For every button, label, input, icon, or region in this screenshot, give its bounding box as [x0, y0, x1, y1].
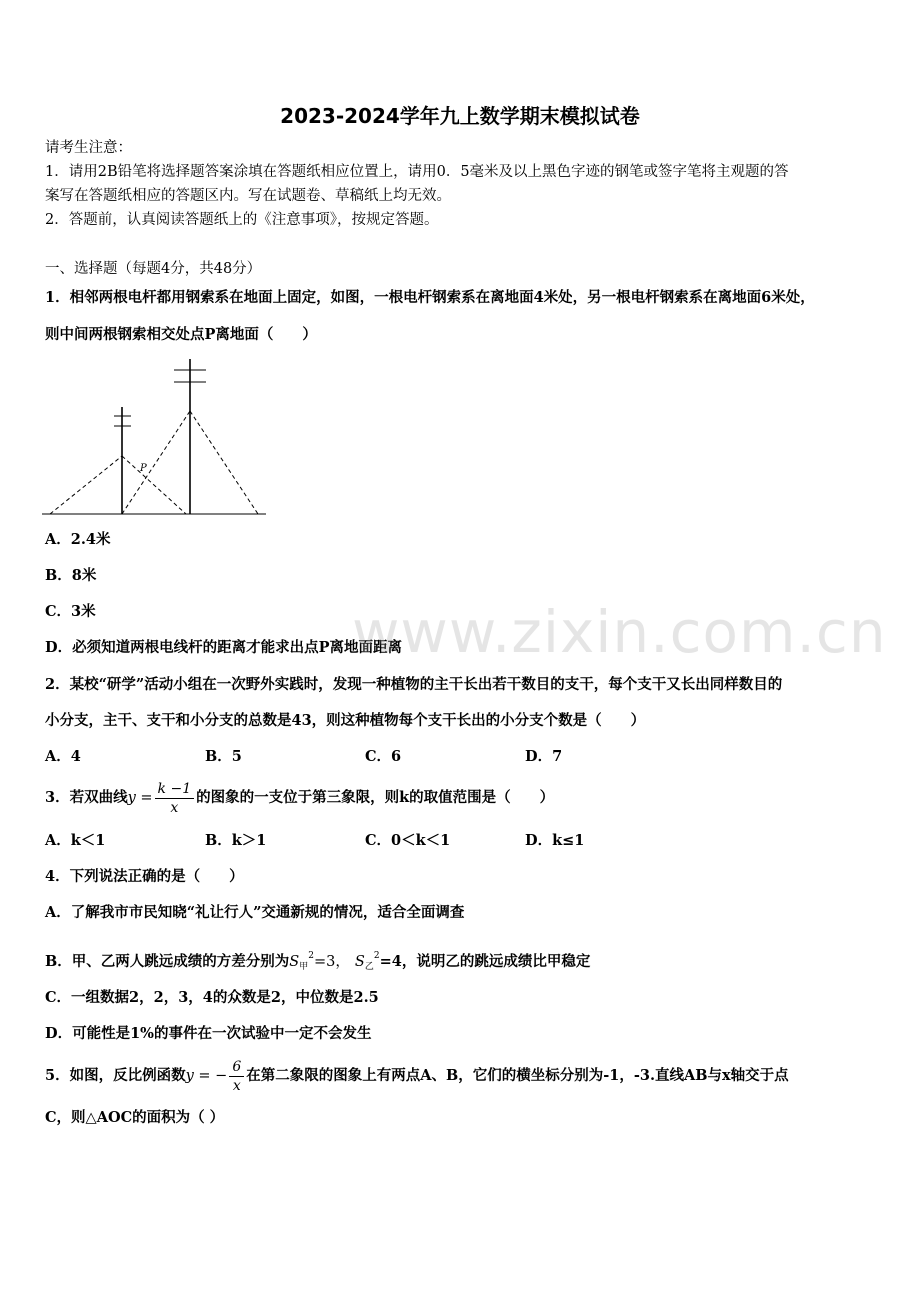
q5-eq-lhs: y = −	[185, 1068, 228, 1084]
q1-line2: 则中间两根钢索相交处点P离地面（ ）	[45, 326, 317, 343]
variance-sub-1: 甲	[299, 962, 309, 972]
notice-heading: 请考生注意：	[45, 140, 132, 156]
q5-suffix: 在第二象限的图象上有两点A、B，它们的横坐标分别为-1，-3.直线AB与x轴交于点	[246, 1067, 789, 1084]
q3-eq-lhs: y =	[127, 790, 153, 806]
q5-frac-num: 6	[229, 1058, 244, 1077]
notice-item1-line2: 案写在答题纸相应的答题区内。写在试题卷、草稿纸上均无效。	[45, 188, 451, 204]
exam-title: 2023-2024学年九上数学期末模拟试卷	[280, 104, 640, 128]
notice-item1-line1: 1．请用2B铅笔将选择题答案涂填在答题纸相应位置上，请用0．5毫米及以上黑色字迹的钢笔或签字笔将主观题的答	[45, 164, 789, 180]
q3-frac-den: x	[170, 799, 179, 816]
q1-line1: 1．相邻两根电杆都用钢索系在地面上固定，如图，一根电杆钢索系在离地面4米处，另一根电杆钢索系在离地面6米处，	[45, 289, 815, 306]
q3-prefix: 3．若双曲线	[45, 789, 128, 806]
q2-option-a: A．4	[45, 748, 81, 765]
point-p-label: P	[140, 463, 147, 474]
q3-fraction	[155, 780, 195, 817]
variance-sub-2: 乙	[364, 962, 374, 972]
q2-line2: 小分支，主干、支干和小分支的总数是43，则这种植物每个支干长出的小分支个数是（ ）	[45, 712, 646, 729]
q4-option-a: A．了解我市市民知晓“礼让行人”交通新规的情况，适合全面调查	[45, 904, 465, 921]
q1-option-a: A．2.4米	[45, 531, 111, 548]
q2-line1: 2．某校“研学”活动小组在一次野外实践时，发现一种植物的主干长出若干数目的支干，每个支干又长出同样数目的	[45, 676, 783, 693]
q2-options	[45, 747, 805, 767]
q4-option-d: D．可能性是1%的事件在一次试验中一定不会发生	[45, 1025, 372, 1042]
q3-option-a: A．k＜1	[45, 832, 106, 849]
q3-suffix: 的图象的一支位于第三象限，则k的取值范围是（ ）	[196, 789, 555, 806]
q2-option-c: C．6	[365, 748, 402, 765]
variance-symbol-1: S	[289, 954, 300, 970]
q2-option-b: B．5	[205, 748, 242, 765]
q5-prefix: 5．如图，反比例函数	[45, 1067, 186, 1084]
q5-line1	[45, 1056, 880, 1096]
right-inner-cable	[122, 411, 190, 514]
q3-stem	[45, 778, 880, 818]
q4-option-b	[45, 944, 880, 979]
q5-fraction	[229, 1058, 244, 1095]
q4-stem: 4．下列说法正确的是（ ）	[45, 868, 244, 885]
q5-frac-den: x	[232, 1077, 241, 1094]
q3-option-d: D．k≤1	[525, 832, 585, 849]
q1-option-b: B．8米	[45, 567, 97, 584]
variance-sup-2: 2	[373, 951, 380, 961]
q3-options	[45, 831, 805, 851]
q4-option-b-prefix: B．甲、乙两人跳远成绩的方差分别为	[45, 953, 290, 970]
q2-option-d: D．7	[525, 748, 563, 765]
notice-item2: 2．答题前，认真阅读答题纸上的《注意事项》，按规定答题。	[45, 212, 439, 228]
right-outer-cable	[190, 411, 258, 514]
q1-option-d: D．必须知道两根电线杆的距离才能求出点P离地面距离	[45, 639, 402, 656]
q3-option-c: C．0＜k＜1	[365, 832, 451, 849]
q5-line2: C，则△AOC的面积为（ ）	[45, 1109, 225, 1126]
q3-frac-num: k −1	[155, 780, 195, 799]
variance-value-1: =3，	[313, 954, 350, 970]
q3-option-b: B．k＞1	[205, 832, 267, 849]
variance-sup-1: 2	[308, 951, 314, 961]
watermark: www.zixin.com.cn	[352, 598, 887, 666]
variance-value-2: =4，说明乙的跳远成绩比甲稳定	[379, 953, 591, 970]
q4-option-c: C．一组数据2，2，3，4的众数是2，中位数是2.5	[45, 989, 379, 1006]
section-heading: 一、选择题（每题4分，共48分）	[45, 261, 262, 277]
q1-option-c: C．3米	[45, 603, 96, 620]
q1-poles-figure	[40, 355, 270, 523]
left-outer-cable	[50, 456, 122, 514]
variance-symbol-2: S	[354, 954, 365, 970]
